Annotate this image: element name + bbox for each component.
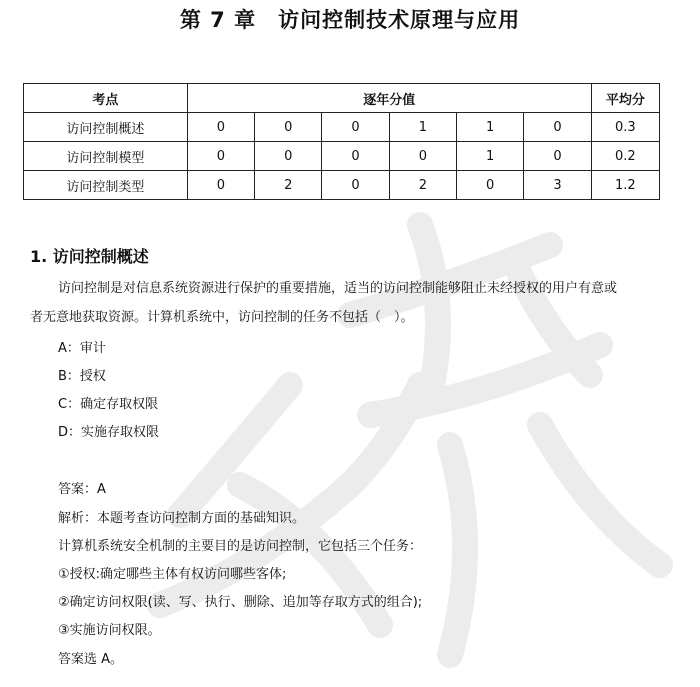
header-yearly-scores: 逐年分值 — [187, 84, 591, 113]
header-topic: 考点 — [24, 84, 188, 113]
conclusion-text: 答案选 A。 — [58, 652, 124, 667]
chapter-title: 第 7 章 访问控制技术原理与应用 — [179, 8, 521, 32]
score-cell: 0 — [322, 142, 389, 171]
explain-text: 计算机系统安全机制的主要目的是访问控制，它包括三个任务： — [58, 539, 423, 554]
score-cell: 0 — [187, 113, 254, 142]
analysis-text: 解析：本题考查访问控制方面的基础知识。 — [58, 511, 306, 526]
question-text — [30, 274, 660, 303]
score-table — [23, 83, 660, 200]
score-cell: 0 — [255, 142, 322, 171]
option-a: A：审计 — [58, 341, 106, 356]
score-cell: 0 — [187, 171, 254, 200]
table-row — [24, 113, 660, 142]
score-cell: 0 — [389, 142, 456, 171]
row-topic: 访问控制概述 — [24, 113, 188, 142]
score-cell: 0 — [187, 142, 254, 171]
answer-label: 答案：A — [58, 482, 106, 497]
score-cell: 3 — [524, 171, 591, 200]
score-cell: 1 — [389, 113, 456, 142]
header-average: 平均分 — [591, 84, 659, 113]
table-row — [24, 142, 660, 171]
section-heading: 1. 访问控制概述 — [30, 247, 149, 266]
watermark-graphic — [120, 185, 680, 685]
score-cell: 0 — [322, 113, 389, 142]
score-cell: 0 — [524, 142, 591, 171]
question-line-2: 者无意地获取资源。计算机系统中，访问控制的任务不包括（ ）。 — [30, 310, 414, 325]
row-topic: 访问控制模型 — [24, 142, 188, 171]
score-cell: 2 — [255, 171, 322, 200]
average-cell: 0.2 — [591, 142, 659, 171]
question-line-1: 访问控制是对信息系统资源进行保护的重要措施，适当的访问控制能够阻止未经授权的用户有意或 — [58, 281, 618, 296]
score-cell: 0 — [524, 113, 591, 142]
task-item: ①授权:确定哪些主体有权访问哪些客体; — [58, 567, 287, 582]
table-row — [24, 171, 660, 200]
score-cell: 0 — [457, 171, 524, 200]
option-c: C：确定存取权限 — [58, 397, 159, 412]
task-item: ②确定访问权限(读、写、执行、删除、追加等存取方式的组合); — [58, 595, 423, 610]
score-cell: 0 — [322, 171, 389, 200]
table-header-row — [24, 84, 660, 113]
score-cell: 1 — [457, 142, 524, 171]
average-cell: 1.2 — [591, 171, 659, 200]
score-cell: 1 — [457, 113, 524, 142]
question-text-cont — [30, 303, 660, 332]
score-cell: 2 — [389, 171, 456, 200]
option-d: D：实施存取权限 — [58, 425, 160, 440]
score-cell: 0 — [255, 113, 322, 142]
average-cell: 0.3 — [591, 113, 659, 142]
task-item: ③实施访问权限。 — [58, 623, 161, 638]
row-topic: 访问控制类型 — [24, 171, 188, 200]
option-b: B：授权 — [58, 369, 106, 384]
